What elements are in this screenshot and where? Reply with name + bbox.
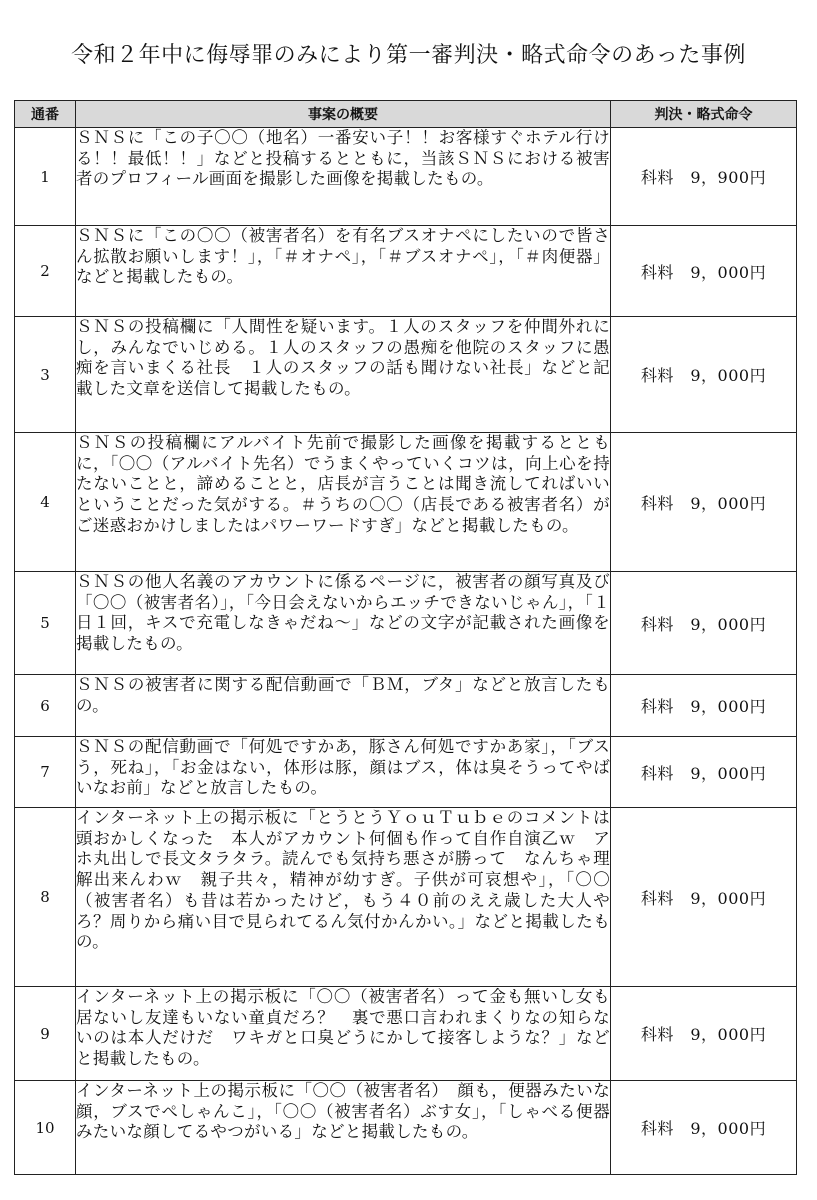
judgment: 科料 9，000円 — [611, 737, 797, 808]
table-row — [15, 1081, 797, 1175]
table-row — [15, 317, 797, 433]
judgment: 科料 9，000円 — [611, 1081, 797, 1175]
table-row — [15, 675, 797, 737]
case-summary: ＳＮＳの被害者に関する配信動画で「ＢＭ，ブタ」などと放言したもの。 — [76, 675, 610, 715]
row-number: 10 — [15, 1081, 76, 1175]
header-summary: 事案の概要 — [76, 101, 611, 128]
row-number: 3 — [15, 317, 76, 433]
case-summary: ＳＮＳの配信動画で「何処ですかあ，豚さん何処ですかあ家」，「ブスう，死ね」，「お金はない，体形は豚，顔はブス，体は臭そうってやばいなお前」などと放言したもの。 — [76, 737, 610, 798]
row-number: 6 — [15, 675, 76, 737]
case-summary: インターネット上の掲示板に「とうとうＹｏｕＴｕｂｅのコメントは頭おかしくなった 本人がアカウント何個も作って自作自演乙ｗ アホ丸出しで長文タラタラ。読んでも気持ち悪さが勝って なんちゃ理解出来んわｗ 親子共々，精神が幼すぎ。子供が可哀想や」，「〇〇（被害者名）も昔は若かったけど，もう４０前のええ歳した大人やろ？周りから痛い目で見られてるん気付かんかい。」などと掲載したもの。 — [76, 808, 610, 952]
case-summary: ＳＮＳに「この子〇〇（地名）一番安い子！！お客様すぐホテル行ける！！最低！！」などと投稿するとともに，当該ＳＮＳにおける被害者のプロフィール画面を撮影した画像を掲載したもの。 — [76, 128, 610, 189]
case-summary-cell — [76, 987, 611, 1081]
table-row — [15, 572, 797, 675]
case-summary: ＳＮＳの投稿欄にアルバイト先前で撮影した画像を掲載するとともに，「〇〇（アルバイト先名）でうまくやっていくコツは，向上心を持たないことと，諦めることと，店長が言うことは聞き流してればいいということだった気がする。＃うちの〇〇（店長である被害者名）がご迷惑おかけしましたはパワーワードすぎ」などと掲載したもの。 — [76, 433, 610, 535]
case-summary-cell — [76, 737, 611, 808]
judgment: 科料 9，000円 — [611, 433, 797, 572]
case-summary: インターネット上の掲示板に「〇〇（被害者名） 顔も，便器みたいな顔，ブスでぺしゃんこ」，「〇〇（被害者名）ぶす女」，「しゃべる便器みたいな顔してるやつがいる」などと掲載したもの。 — [76, 1081, 610, 1142]
page-title: 令和２年中に侮辱罪のみにより第一審判決・略式命令のあった事例 — [71, 43, 746, 68]
header-judgment: 判決・略式命令 — [611, 101, 797, 128]
case-summary-cell — [76, 317, 611, 433]
table-header-row — [15, 101, 797, 128]
judgment: 科料 9，000円 — [611, 317, 797, 433]
row-number: 2 — [15, 226, 76, 317]
row-number: 1 — [15, 128, 76, 226]
table-row — [15, 987, 797, 1081]
case-summary-cell — [76, 675, 611, 737]
judgment: 科料 9，000円 — [611, 675, 797, 737]
case-summary-cell — [76, 572, 611, 675]
case-summary: インターネット上の掲示板に「〇〇（被害者名）って金も無いし女も居ないし友達もいない童貞だろ？ 裏で悪口言われまくりなの知らないのは本人だけだ ワキガと口臭どうにかして接客しような？」などと掲載したもの。 — [76, 987, 610, 1069]
case-summary: ＳＮＳの投稿欄に「人間性を疑います。１人のスタッフを仲間外れにし，みんなでいじめる。１人のスタッフの愚痴を他院のスタッフに愚痴を言いまくる社長 １人のスタッフの話も聞けない社長」などと記載した文章を送信して掲載したもの。 — [76, 317, 610, 399]
judgment: 科料 9，000円 — [611, 987, 797, 1081]
judgment: 科料 9，000円 — [611, 226, 797, 317]
case-summary-cell — [76, 433, 611, 572]
judgment: 科料 9，900円 — [611, 128, 797, 226]
header-no: 通番 — [15, 101, 76, 128]
case-summary: ＳＮＳの他人名義のアカウントに係るページに，被害者の顔写真及び「〇〇（被害者名）」，「今日会えないからエッチできないじゃん」，「１日１回，キスで充電しなきゃだね～」などの文字が記載された画像を掲載したもの。 — [76, 572, 610, 654]
table-row — [15, 433, 797, 572]
cases-table — [14, 100, 797, 1175]
row-number: 7 — [15, 737, 76, 808]
row-number: 5 — [15, 572, 76, 675]
table-row — [15, 226, 797, 317]
row-number: 9 — [15, 987, 76, 1081]
case-summary-cell — [76, 808, 611, 987]
judgment: 科料 9，000円 — [611, 572, 797, 675]
table-row — [15, 737, 797, 808]
case-summary-cell — [76, 226, 611, 317]
table-row — [15, 808, 797, 987]
table-row — [15, 128, 797, 226]
case-summary-cell — [76, 128, 611, 226]
row-number: 4 — [15, 433, 76, 572]
case-summary: ＳＮＳに「この〇〇（被害者名）を有名ブスオナペにしたいので皆さん拡散お願いします！」，「＃オナペ」，「＃ブスオナペ」，「＃肉便器」などと掲載したもの。 — [76, 226, 610, 287]
judgment: 科料 9，000円 — [611, 808, 797, 987]
row-number: 8 — [15, 808, 76, 987]
case-summary-cell — [76, 1081, 611, 1175]
